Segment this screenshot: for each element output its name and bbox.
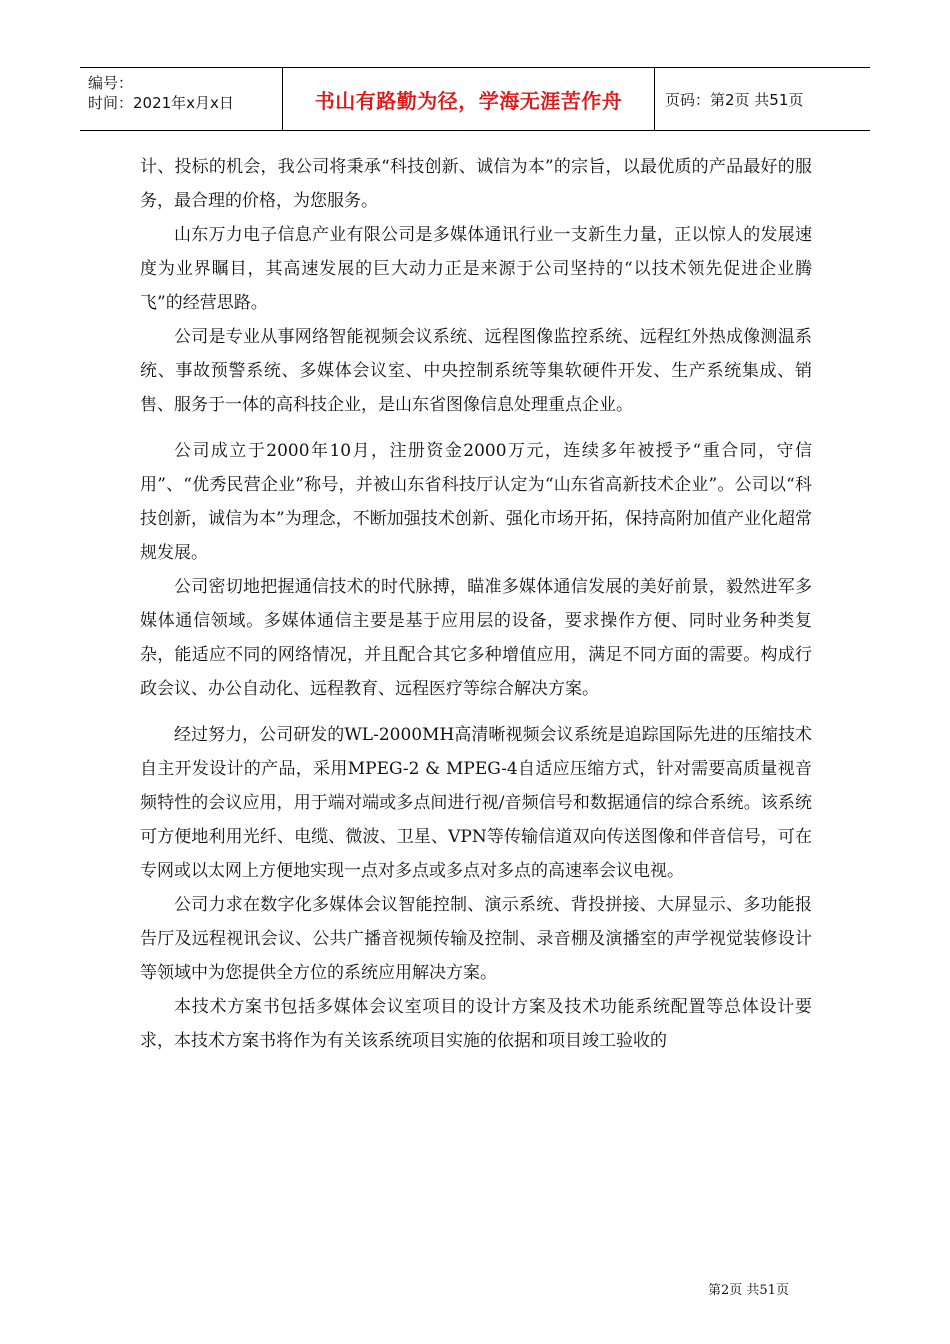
paragraph: 本技术方案书包括多媒体会议室项目的设计方案及技术功能系统配置等总体设计要求，本技术方案书将作为有关该系统项目实施的依据和项目竣工验收的 [140, 997, 812, 1051]
paragraph: 山东万力电子信息产业有限公司是多媒体通讯行业一支新生力量，正以惊人的发展速度为业界瞩目，其高速发展的巨大动力正是来源于公司坚持的“以技术领先促进企业腾飞”的经营思路。 [140, 225, 812, 313]
paragraph: 经过努力，公司研发的WL-2000MH高清晰视频会议系统是追踪国际先进的压缩技术自主开发设计的产品，采用MPEG-2 & MPEG-4自适应压缩方式，针对需要高质量视音频特性的会议应用，用于端对端或多点间进行视/音频信号和数据通信的综合系统。该系统可方便地利用光纤、电缆、微波、卫星、VPN等传输信道双向传送图像和伴音信号，可在专网或以太网上方便地实现一点对多点或多点对多点的高速率会议电视。 [140, 725, 812, 881]
header-page-cell [655, 68, 870, 130]
header-motto-cell [283, 68, 655, 130]
paragraph-continued: 计、投标的机会，我公司将秉承“科技创新、诚信为本”的宗旨，以最优质的产品最好的服务，最合理的价格，为您服务。 [140, 157, 812, 211]
paragraph: 公司是专业从事网络智能视频会议系统、远程图像监控系统、远程红外热成像测温系统、事故预警系统、多媒体会议室、中央控制系统等集软硬件开发、生产系统集成、销售、服务于一体的高科技企业，是山东省图像信息处理重点企业。 [140, 327, 812, 415]
time-label: 时间：2021年x月x日 [88, 94, 234, 112]
header-meta-cell [80, 68, 283, 130]
page-footer: 第2页 共51页 [708, 1283, 789, 1298]
page-number-label: 页码：第2页 共51页 [665, 90, 804, 109]
motto-text: 书山有路勤为径，学海无涯苦作舟 [314, 88, 623, 113]
paragraph: 公司成立于2000年10月，注册资金2000万元，连续多年被授予“重合同，守信用”、“优秀民营企业”称号，并被山东省科技厅认定为“山东省高新技术企业”。公司以“科技创新，诚信为本”为理念，不断加强技术创新、强化市场开拓，保持高附加值产业化超常规发展。 [140, 441, 812, 563]
doc-number-label: 编号： [88, 74, 134, 92]
paragraph: 公司密切地把握通信技术的时代脉搏，瞄准多媒体通信发展的美好前景，毅然进军多媒体通信领域。多媒体通信主要是基于应用层的设备，要求操作方便、同时业务种类复杂，能适应不同的网络情况，并且配合其它多种增值应用，满足不同方面的需要。构成行政会议、办公自动化、远程教育、远程医疗等综合解决方案。 [140, 577, 812, 699]
paragraph: 公司力求在数字化多媒体会议智能控制、演示系统、背投拼接、大屏显示、多功能报告厅及远程视讯会议、公共广播音视频传输及控制、录音棚及演播室的声学视觉装修设计等领域中为您提供全方位的系统应用解决方案。 [140, 895, 812, 983]
document-body [140, 150, 812, 1058]
page-header [80, 67, 870, 131]
